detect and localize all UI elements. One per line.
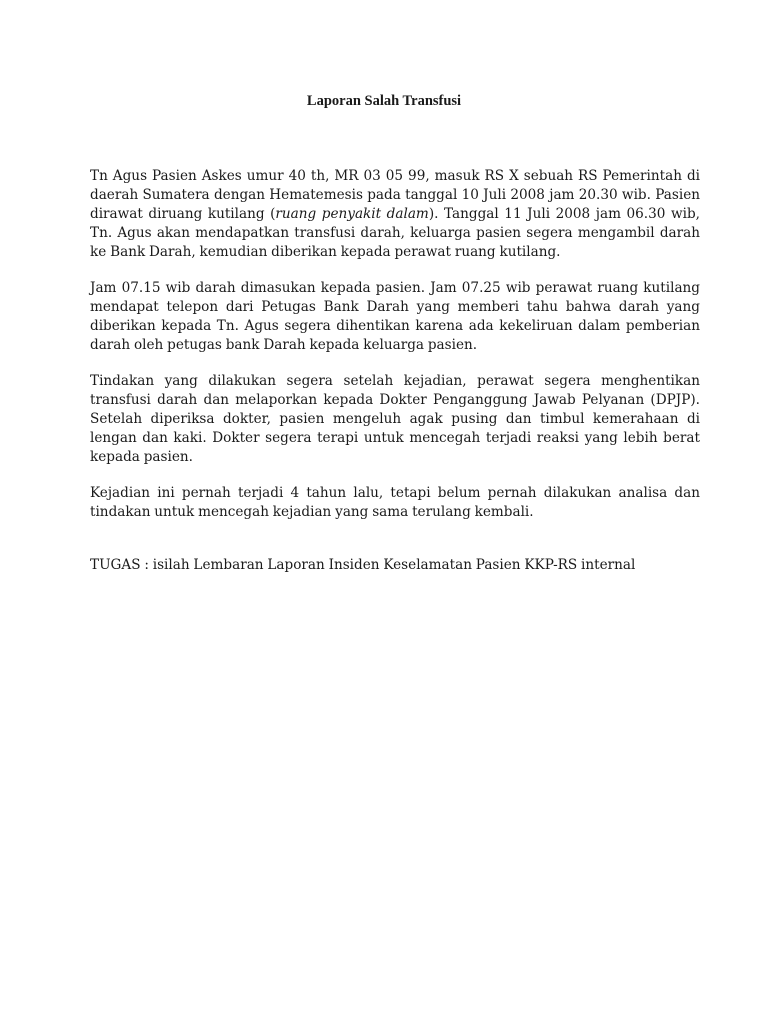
paragraph-incident: Jam 07.15 wib darah dimasukan kepada pasien. Jam 07.25 wib perawat ruang kutilang mendapat telepon dari Petugas Bank Darah yang memberi tahu bahwa darah yang diberikan kepada Tn. Agus segera dihentikan karena ada kekeliruan dalam pemberian darah oleh petugas bank Darah kepada keluarga pasien. [90,280,700,353]
paragraph-patient-admission [90,167,700,262]
document-title: Laporan Salah Transfusi [306,93,462,109]
paragraph-history: Kejadian ini pernah terjadi 4 tahun lalu, tetapi belum pernah dilakukan analisa dan tindakan untuk mencegah kejadian yang sama terulang kembali. [90,485,700,520]
paragraph-text: Tn Agus Pasien Askes umur 40 th, MR 03 05 99, masuk RS X sebuah RS Pemerintah di daerah Sumatera dengan Hematemesis pada tanggal 10 Juli 2008 jam 20.30 wib. Pasien dirawat diruang kutilang ( [90,168,700,222]
task-instruction: TUGAS : isilah Lembaran Laporan Insiden Keselamatan Pasien KKP-RS internal [90,557,636,573]
paragraph-action-taken: Tindakan yang dilakukan segera setelah kejadian, perawat segera menghentikan transfusi darah dan melaporkan kepada Dokter Penganggung Jawab Pelyanan (DPJP). Setelah diperiksa dokter, pasien mengeluh agak pusing dan timbul kemerahaan di lengan dan kaki. Dokter segera terapi untuk mencegah terjadi reaksi yang lebih berat kepada pasien. [90,373,700,465]
document-body [90,167,700,575]
paragraph-text: ). Tanggal 11 Juli 2008 jam 06.30 wib, Tn. Agus akan mendapatkan transfusi darah, keluarga pasien segera mengambil darah ke Bank Darah, kemudian diberikan kepada perawat ruang kutilang. [90,206,700,260]
ward-description: ruang penyakit dalam [275,206,429,222]
